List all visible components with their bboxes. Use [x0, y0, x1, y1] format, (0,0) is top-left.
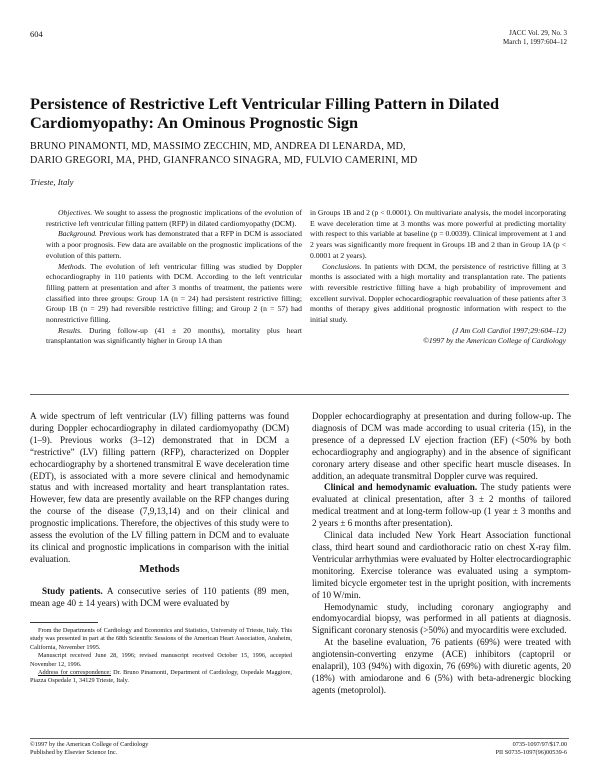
- abstract-right-column: [310, 208, 566, 347]
- author-location: Trieste, Italy: [30, 177, 74, 187]
- footnote-correspondence: Address for correspondence: Dr. Bruno Pinamonti, Department of Cardiology, Ospedale Maggiore, Piazza Ospedale 1, 34129 Trieste, Italy.: [30, 669, 292, 685]
- abstract-methods: Methods. The evolution of left ventricular filling was studied by Doppler echocardiography in 110 patients with DCM. According to the left ventricular filling pattern at presentation and after 3 months of treatment, the patients were classified into three groups: Group 1A (n = 24) had persistent restrictive filling; Group 1B (n = 29) had reversible restrictive filling; and Group 2 (n = 57) had nonrestrictive filling.: [46, 261, 302, 325]
- journal-volume: JACC Vol. 29, No. 3: [509, 29, 567, 37]
- footnotes: [30, 627, 292, 686]
- clinical-evaluation-paragraph: Clinical and hemodynamic evaluation. The study patients were evaluated at clinical presentation, after 3 ± 2 months of tailored medical treatment and at long-term follow-up (1 year ± 3 months and 2 years ± 6 months after presentation).: [312, 482, 571, 529]
- intro-paragraph: A wide spectrum of left ventricular (LV) filling patterns was found during Doppler echocardiography in dilated cardiomyopathy (DCM) (1–9). Previous works (3–12) demonstrated that in DCM a “restrictive” (LV) filling pattern (RFP), characterized on Doppler echocardiography by a shortened transmitral E wave deceleration time (EDT), is associated with a more severe clinical and hemodynamic status and with increased mortality and heart transplantation rates. However, few data are presently available on the RFP changes during the course of the disease (7,9,13,14) and on their clinical and prognostic implications. Therefore, the objectives of this study were to assess the evolution of the LV filling pattern in DCM and to evaluate its clinical and prognostic implications in comparison with the initial evaluation.: [30, 411, 289, 564]
- running-head: [503, 29, 567, 47]
- abstract-divider: [30, 394, 569, 395]
- authors-line-2: DARIO GREGORI, MA, PHD, GIANFRANCO SINAGRA, MD, FULVIO CAMERINI, MD: [30, 155, 418, 167]
- footnote-received: Manuscript received June 28, 1996; revised manuscript received October 15, 1996, accepted November 12, 1996.: [30, 652, 292, 668]
- author-list: [30, 140, 570, 169]
- authors-line-1: BRUNO PINAMONTI, MD, MASSIMO ZECCHIN, MD, ANDREA DI LENARDA, MD,: [30, 141, 406, 152]
- footer-copyright: ©1997 by the American College of Cardiology Published by Elsevier Science Inc.: [30, 741, 149, 756]
- abstract-objectives: Objectives. We sought to assess the prognostic implications of the evolution of restrictive left ventricular filling pattern (RFP) in dilated cardiomyopathy (DCM).: [46, 208, 302, 228]
- abstract-results: Results. During follow-up (41 ± 20 months), mortality plus heart transplantation was significantly higher in Group 1A than: [46, 325, 302, 346]
- abstract-citation: (J Am Coll Cardiol 1997;29:604–12): [452, 325, 566, 335]
- diagnosis-paragraph: Doppler echocardiography at presentation and during follow-up. The diagnosis of DCM was made according to usual criteria (15), in the presence of a depressed LV ejection fraction (EF) (<50% by both echocardiography and angiography) and in the absence of significant coronary artery disease and other specific heart muscle diseases. In addition, an adequate transmitral Doppler curve was required.: [312, 411, 571, 481]
- page-number: 604: [30, 29, 43, 39]
- clinical-data-paragraph: Clinical data included New York Heart Association functional class, third heart sound and cardiothoracic ratio on chest X-ray film. Ventricular arrhythmias were evaluated by Holter electrocardiographic monitoring. Exercise tolerance was evaluated using a symptom-limited bicycle ergometer test in the upright position, with increments of 10 W/min.: [312, 530, 571, 600]
- study-patients-paragraph: Study patients. A consecutive series of 110 patients (89 men, mean age 40 ± 14 years) with DCM were evaluated by: [30, 586, 290, 608]
- abstract-conclusions: Conclusions. In patients with DCM, the persistence of restrictive filling at 3 months is associated with a high mortality and transplantation rate. The patients with reversible restrictive filling have a high probability of improvement and excellent survival. Doppler echocardiographic reevaluation of these patients after 3 months of therapy gives additional prognostic information with respect to the initial study.: [310, 261, 566, 325]
- footer-divider: [30, 738, 569, 739]
- footnote-divider: [30, 622, 98, 623]
- methods-heading: Methods: [139, 563, 180, 575]
- article-title: Persistence of Restrictive Left Ventricular Filling Pattern in Dilated Cardiomyopathy: An Ominous Prognostic Sign: [30, 94, 500, 132]
- abstract-copyright: ©1997 by the American College of Cardiology: [423, 336, 566, 346]
- baseline-treatment-paragraph: At the baseline evaluation, 76 patients (69%) were treated with angiotensin-converting enzyme (ACE) inhibitors (captopril or enalapril), 103 (94%) with digoxin, 76 (69%) with diuretic agents, 20 (18%) with amiodarone and 6 (5%) with beta-adrenergic blocking agents (metoprolol).: [312, 637, 571, 695]
- journal-date-pages: March 1, 1997:604–12: [503, 38, 567, 46]
- hemodynamic-paragraph: Hemodynamic study, including coronary angiography and endomyocardial biopsy, was performed in all patients at diagnosis. Significant coronary stenosis (>50%) and myocarditis were excluded.: [312, 601, 571, 636]
- abstract-results-continued: in Groups 1B and 2 (p < 0.0001). On multivariate analysis, the model incorporating E wave deceleration time at 3 months was more powerful at predicting mortality with respect to this variable at baseline (p = 0.0039). Clinical improvement at 1 and 2 years was significantly more frequent in Groups 1B and 2 than in Group 1A (p < 0.0001 at 2 years).: [310, 208, 566, 260]
- abstract-background: Background. Previous work has demonstrated that a RFP in DCM is associated with a poor prognosis. Few data are available on the prognostic implications of the evolution of this pattern.: [46, 229, 302, 260]
- body-left-column: [30, 411, 289, 566]
- body-right-column: [312, 411, 571, 697]
- abstract-left-column: [46, 208, 302, 347]
- footer-identifiers: 0735-1097/97/$17.00 PII S0735-1097(96)00539-6: [495, 741, 567, 756]
- footnote-affiliation: From the Departments of Cardiology and Economics and Statistics, University of Trieste, Italy. This study was presented in part at the 68th Scientific Sessions of the American Heart Association, Anaheim, California, November 1995.: [30, 627, 292, 651]
